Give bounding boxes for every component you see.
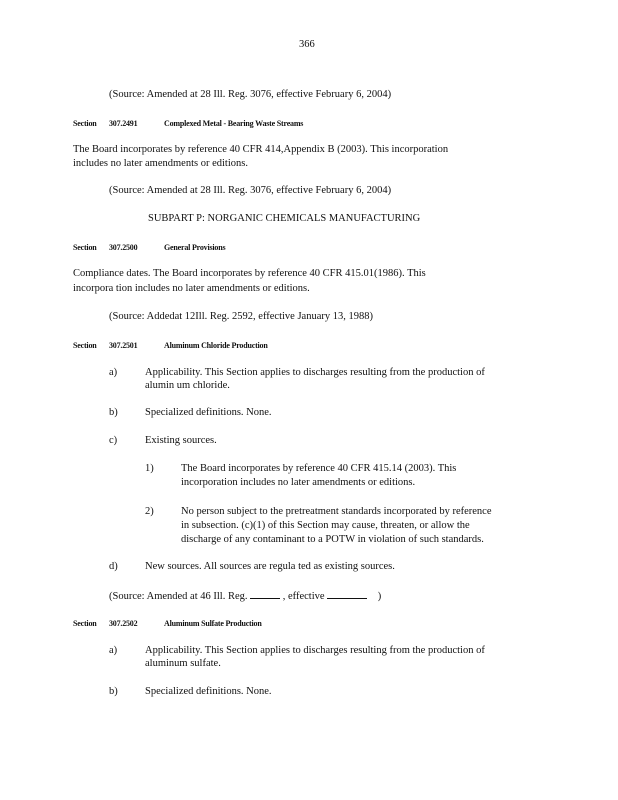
list-item-line: Applicability. This Section applies to discharges resulting from the production of: [145, 367, 485, 378]
list-item-line: Applicability. This Section applies to discharges resulting from the production of: [145, 645, 485, 656]
section-number: 307.2491: [109, 119, 138, 128]
section-title: Complexed Metal - Bearing Waste Streams: [164, 119, 304, 128]
section-label: Section: [73, 119, 97, 128]
section-title: General Provisions: [164, 243, 226, 252]
list-item-line: aluminum sulfate.: [145, 658, 221, 669]
source-middle: , effective: [282, 591, 325, 602]
list-item-line: Specialized definitions. None.: [145, 686, 272, 697]
section-number: 307.2502: [109, 619, 138, 628]
source-note: (Source: Addedat 12Ill. Reg. 2592, effective January 13, 1988): [109, 311, 373, 322]
subpart-title: SUBPART P: NORGANIC CHEMICALS MANUFACTURING: [148, 213, 421, 224]
list-marker: 2): [145, 506, 154, 517]
paragraph-line: incorpora tion includes no later amendments or editions.: [73, 283, 310, 294]
section-label: Section: [73, 619, 97, 628]
page-number: 366: [299, 39, 315, 50]
list-marker: a): [109, 367, 118, 378]
list-marker: b): [109, 686, 118, 697]
paragraph-line: includes no later amendments or editions.: [73, 158, 248, 169]
list-marker: b): [109, 407, 118, 418]
list-item-line: Specialized definitions. None.: [145, 407, 272, 418]
paragraph-line: Compliance dates. The Board incorporates by reference 40 CFR 415.01(1986). This: [73, 268, 426, 279]
section-label: Section: [73, 341, 97, 350]
list-item-line: No person subject to the pretreatment standards incorporated by reference: [181, 506, 492, 517]
list-marker: a): [109, 645, 118, 656]
blank-line: [327, 588, 367, 599]
source-prefix: (Source: Amended at 46 Ill. Reg.: [109, 591, 248, 602]
list-item-line: in subsection. (c)(1) of this Section may cause, threaten, or allow the: [181, 520, 470, 531]
paragraph-line: The Board incorporates by reference 40 CFR 414,Appendix B (2003). This incorporation: [73, 144, 449, 155]
list-item-line: New sources. All sources are regula ted as existing sources.: [145, 561, 395, 572]
list-marker: c): [109, 435, 118, 446]
source-note: [109, 588, 381, 603]
section-label: Section: [73, 243, 97, 252]
blank-line: [250, 588, 280, 599]
list-item-line: Existing sources.: [145, 435, 217, 446]
list-item-line: incorporation includes no later amendments or editions.: [181, 477, 416, 488]
section-title: Aluminum Chloride Production: [164, 341, 268, 350]
source-suffix: ): [377, 591, 382, 602]
source-note: (Source: Amended at 28 Ill. Reg. 3076, effective February 6, 2004): [109, 185, 392, 196]
list-marker: 1): [145, 463, 154, 474]
section-title: Aluminum Sulfate Production: [164, 619, 262, 628]
section-number: 307.2501: [109, 341, 138, 350]
list-item-line: discharge of any contaminant to a POTW in violation of such standards.: [181, 534, 484, 545]
list-item-line: The Board incorporates by reference 40 CFR 415.14 (2003). This: [181, 463, 457, 474]
section-number: 307.2500: [109, 243, 138, 252]
source-note: (Source: Amended at 28 Ill. Reg. 3076, effective February 6, 2004): [109, 89, 392, 100]
list-item-line: alumin um chloride.: [145, 380, 230, 391]
list-marker: d): [109, 561, 118, 572]
